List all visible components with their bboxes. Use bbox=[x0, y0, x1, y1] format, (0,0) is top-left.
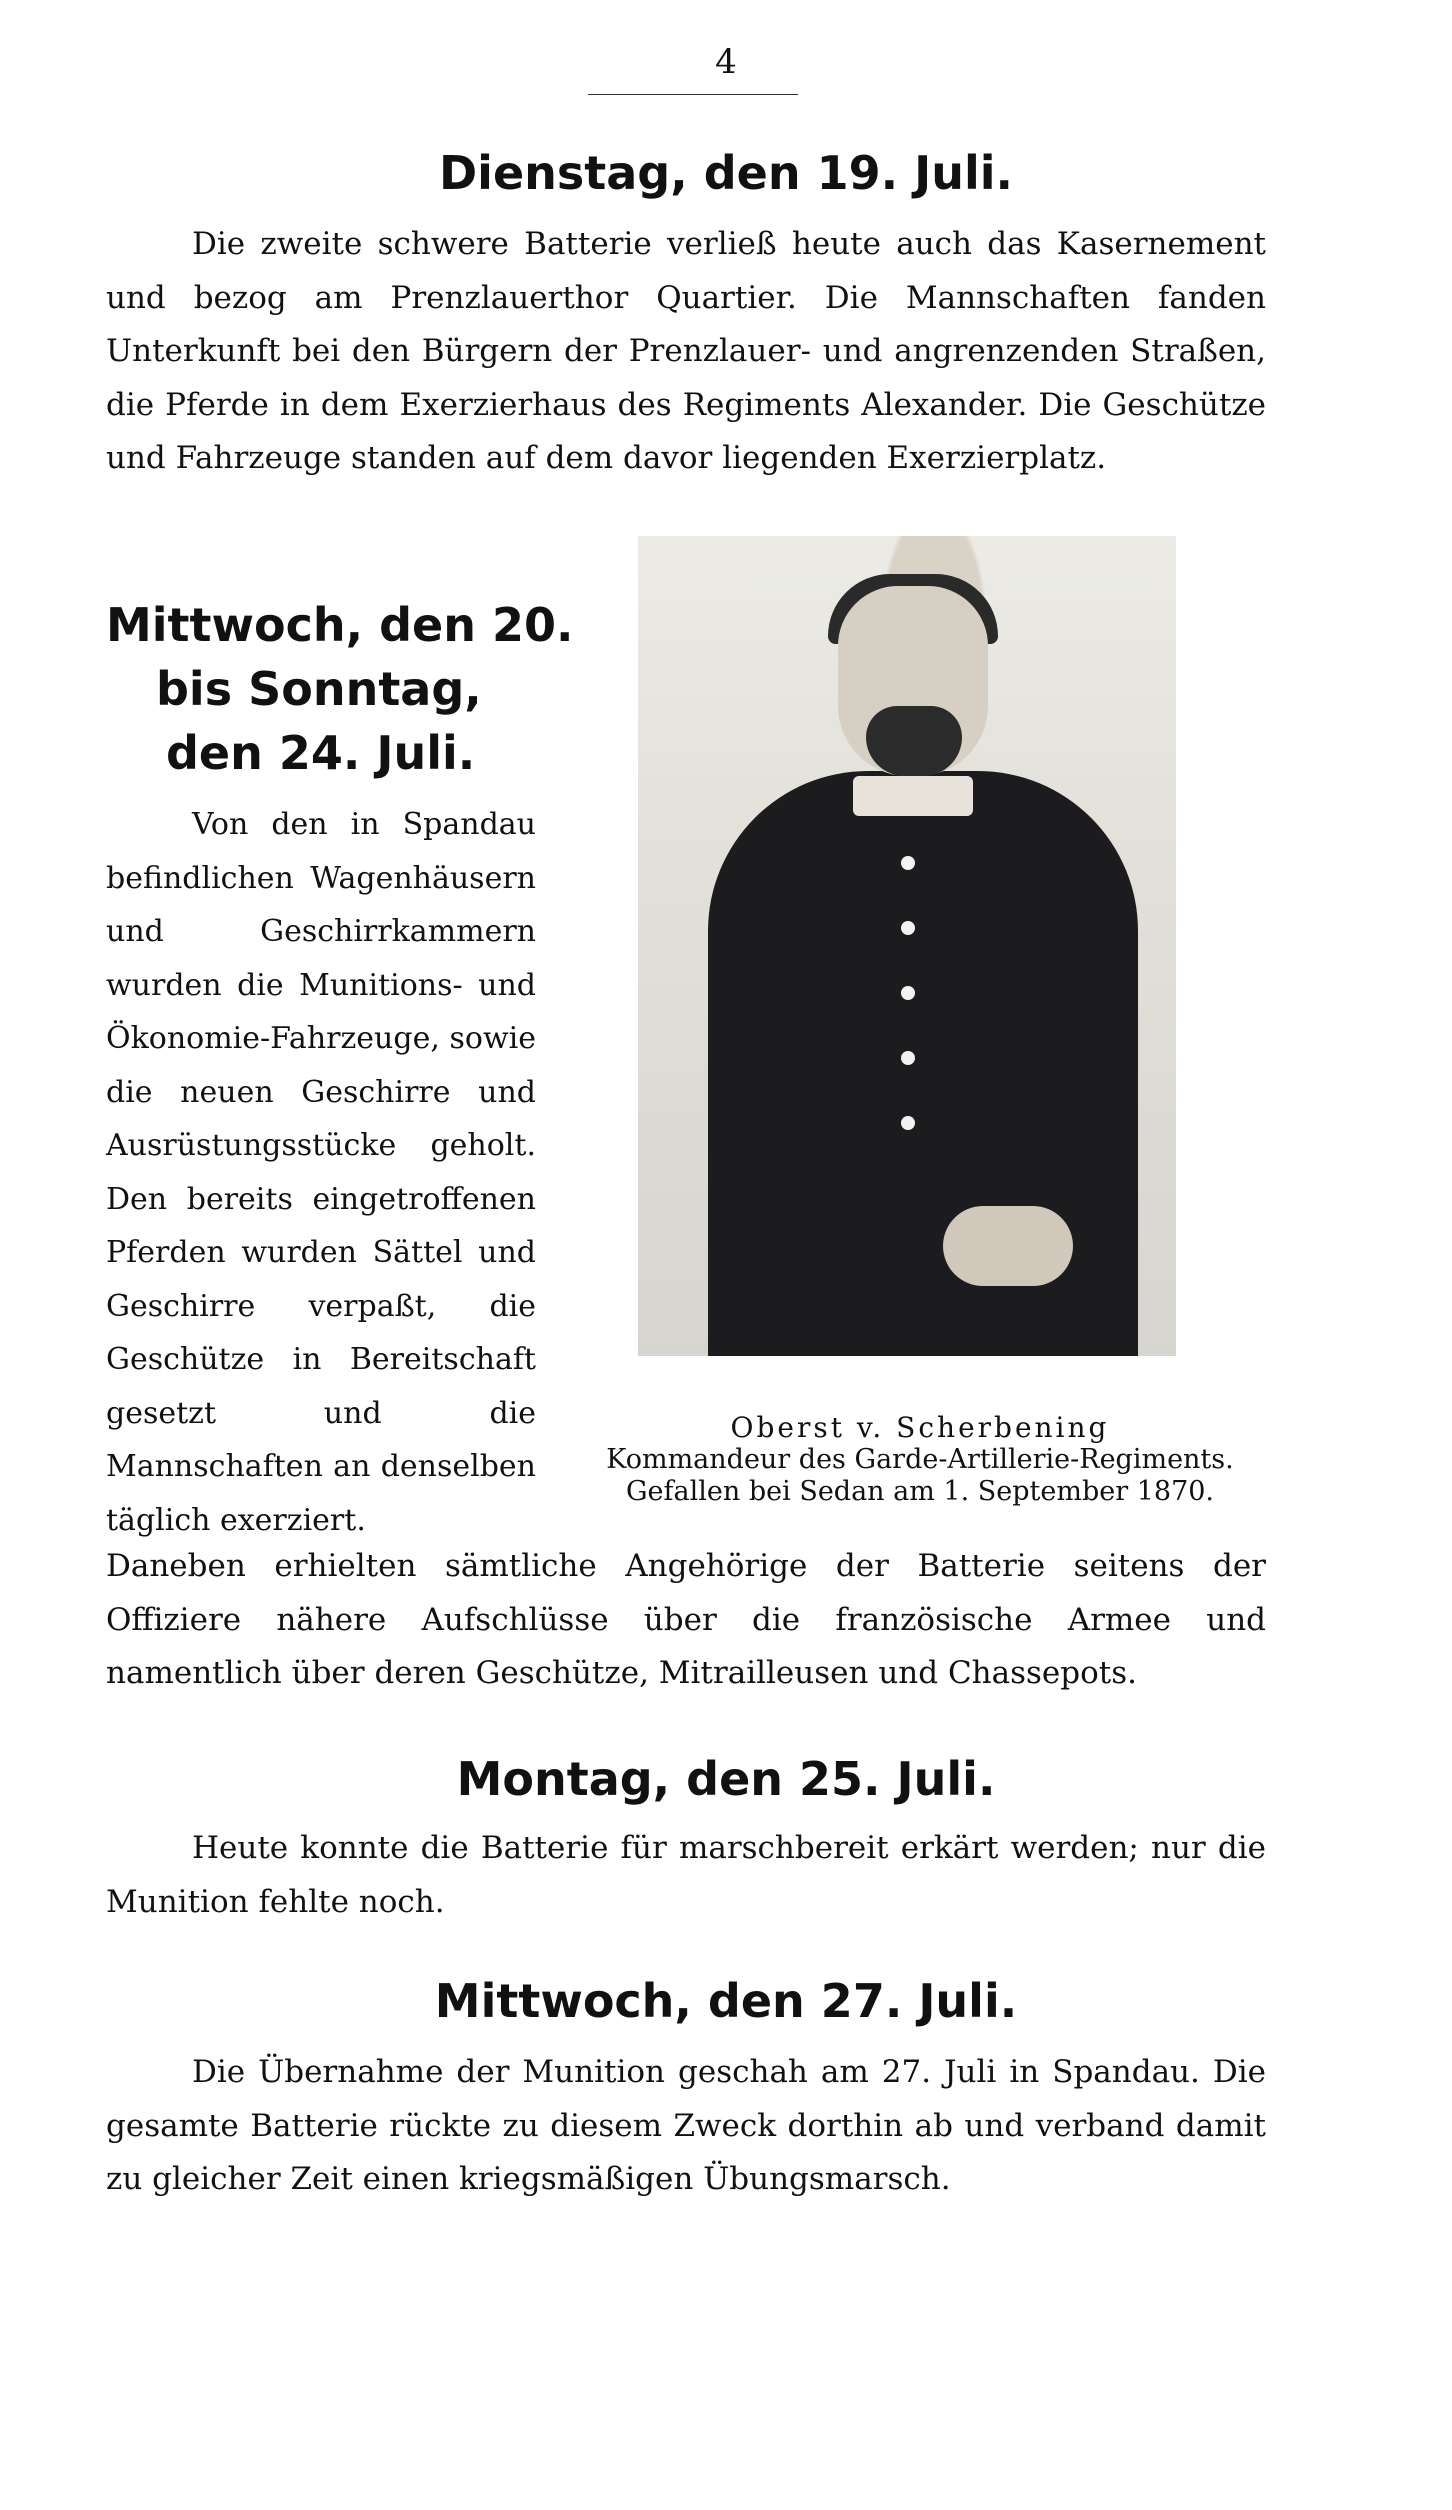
section-heading-dienstag: Dienstag, den 19. Juli. bbox=[439, 146, 1013, 200]
portrait-photo bbox=[638, 536, 1176, 1356]
portrait-beard bbox=[866, 706, 962, 776]
section-heading-mittwoch-27: Mittwoch, den 27. Juli. bbox=[434, 1974, 1018, 2028]
coat-button bbox=[901, 986, 915, 1000]
portrait-collar bbox=[853, 776, 973, 816]
section-paragraph-montag: Heute konnte die Batterie für marschbereit erkärt werden; nur die Munition fehlte noch. bbox=[106, 1830, 1266, 1920]
section-heading-montag: Montag, den 25. Juli. bbox=[456, 1752, 996, 1806]
section-heading-mittwoch-line2: bis Sonntag, bbox=[156, 662, 482, 716]
coat-button bbox=[901, 1116, 915, 1130]
caption-rank: Kommandeur des Garde-Artillerie-Regiments. bbox=[606, 1444, 1234, 1475]
section-heading-mittwoch-line3: den 24. Juli. bbox=[166, 726, 476, 780]
coat-button bbox=[901, 856, 915, 870]
caption-fallen: Gefallen bei Sedan am 1. September 1870. bbox=[625, 1476, 1215, 1507]
section-paragraph-dienstag: Die zweite schwere Batterie verließ heute auch das Kasernement und bezog am Prenzlauerthor Quartier. Die Mannschaften fanden Unterkunft bei den Bürgern der Prenzlauer- und angrenzenden Straßen, die Pferde in dem Exerzierhaus des Regiments Alexander. Die Geschütze und Fahrzeuge standen auf dem davor liegenden Exerzierplatz. bbox=[106, 226, 1266, 476]
section-paragraph-mittwoch-27: Die Übernahme der Munition geschah am 27. Juli in Spandau. Die gesamte Batterie rückte zu diesem Zweck dorthin ab und verband damit zu gleicher Zeit einen kriegsmäßigen Übungsmarsch. bbox=[106, 2054, 1266, 2197]
coat-button bbox=[901, 1051, 915, 1065]
page-number: 4 bbox=[715, 42, 737, 82]
caption-name: Oberst v. Scherbening bbox=[730, 1411, 1110, 1444]
section-heading-mittwoch-line1: Mittwoch, den 20. bbox=[106, 598, 574, 652]
header-rule bbox=[588, 94, 798, 95]
portrait-coat bbox=[708, 771, 1138, 1356]
coat-button bbox=[901, 921, 915, 935]
section-paragraph-mittwoch-full: Daneben erhielten sämtliche Angehörige der Batterie seitens der Offiziere nähere Aufschlüsse über die französische Armee und namentlich über deren Geschütze, Mitrailleusen und Chassepots. bbox=[106, 1548, 1266, 1691]
section-paragraph-mittwoch-left: Von den in Spandau befindlichen Wagenhäusern und Geschirrkammern wurden die Munitions- und Ökonomie-Fahrzeuge, sowie die neuen Geschirre und Ausrüstungsstücke geholt. Den bereits eingetroffenen Pferden wurden Sättel und Geschirre verpaßt, die Geschütze in Bereitschaft gesetzt und die Mannschaften an denselben täglich exerziert. bbox=[106, 807, 536, 1538]
photo-caption bbox=[560, 1412, 1280, 1508]
portrait-hand bbox=[943, 1206, 1073, 1286]
